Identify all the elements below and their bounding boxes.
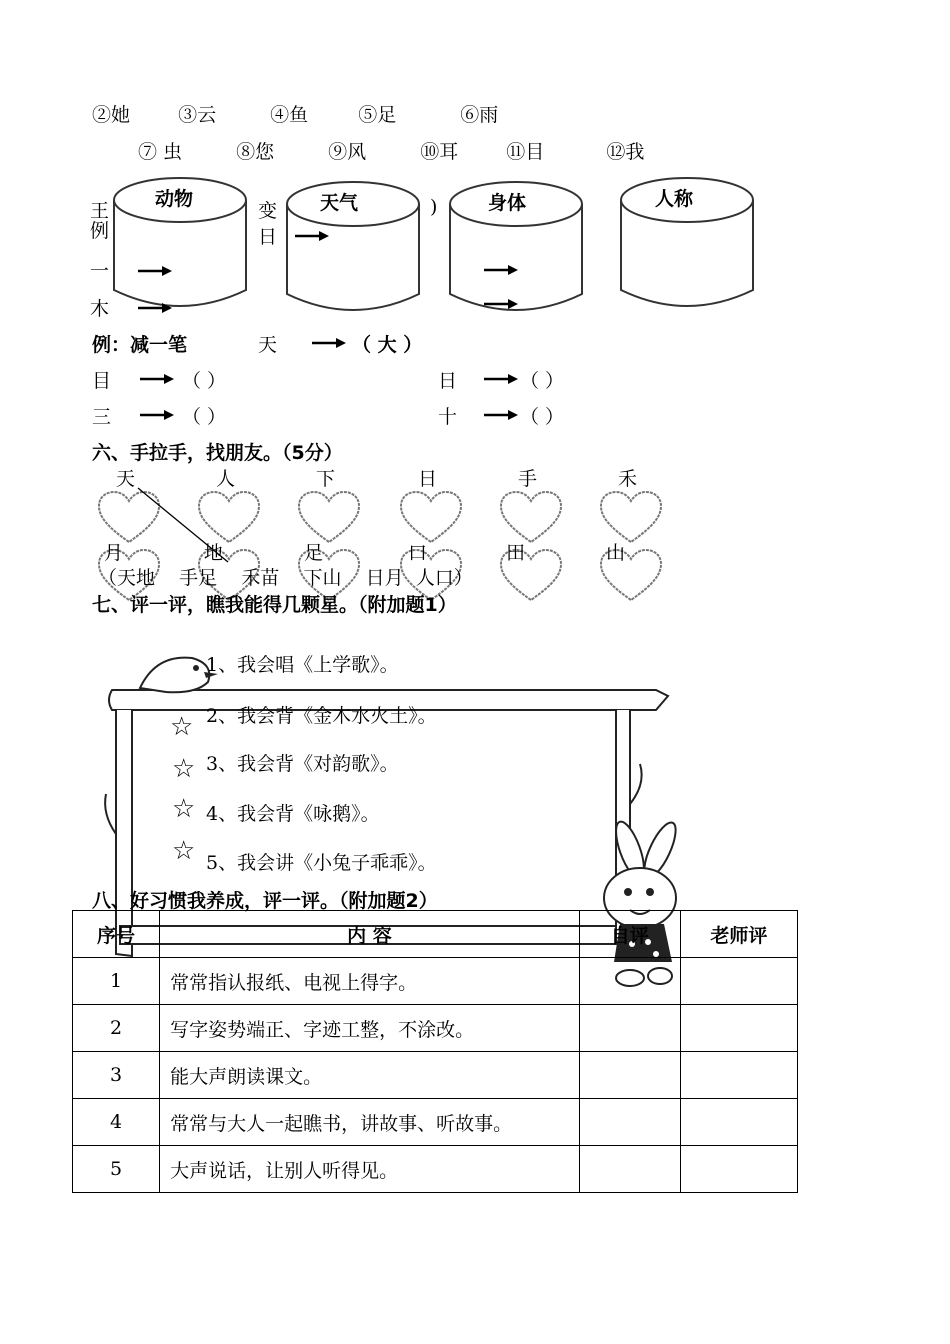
- col-header: 序号: [73, 911, 160, 958]
- example-char: 天: [258, 334, 278, 356]
- example-label: 例：减一笔: [92, 334, 188, 356]
- teacher-rating-cell[interactable]: [680, 958, 797, 1005]
- answer-blank[interactable]: （ ）: [182, 370, 227, 392]
- table-row: [73, 1099, 798, 1146]
- stroke-item-char: 日: [438, 370, 458, 392]
- arrow-icon: [484, 265, 518, 275]
- section-7-title: 七、评一评，瞧我能得几颗星。（附加题1）: [92, 594, 457, 616]
- bottom-char: 田: [506, 542, 526, 564]
- skill-item: 2、我会背《金木水火土》。: [206, 705, 437, 727]
- row-content: 能大声朗读课文。: [160, 1052, 580, 1099]
- skill-item: 1、我会唱《上学歌》。: [206, 654, 399, 676]
- self-rating-cell[interactable]: [579, 1005, 680, 1052]
- arrow-icon: [484, 374, 518, 384]
- self-rating-cell[interactable]: [579, 1052, 680, 1099]
- table-row: [73, 1146, 798, 1193]
- row-content: 写字姿势端正、字迹工整，不涂改。: [160, 1005, 580, 1052]
- self-rating-cell[interactable]: [579, 1146, 680, 1193]
- char-item: ⑥雨: [460, 104, 499, 126]
- skill-item: 5、我会讲《小兔子乖乖》。: [206, 852, 437, 874]
- arrow-icon: [484, 410, 518, 420]
- char-list-row-1: [92, 100, 498, 127]
- skill-item: 3、我会背《对韵歌》。: [206, 753, 399, 775]
- bottom-char: 山: [606, 542, 626, 564]
- star-icon[interactable]: ☆: [170, 712, 194, 742]
- arrow-icon: [138, 303, 172, 313]
- top-char: 日: [418, 468, 438, 490]
- table-row: [73, 1052, 798, 1099]
- row-content: 常常指认报纸、电视上得字。: [160, 958, 580, 1005]
- char-item: ⑧您: [236, 141, 275, 163]
- obscured-paren: ): [430, 196, 438, 218]
- bottom-char: 足: [304, 542, 324, 564]
- bottom-char: 月: [104, 542, 124, 564]
- top-char: 手: [518, 468, 538, 490]
- star-icon[interactable]: ☆: [172, 754, 196, 784]
- self-rating-cell[interactable]: [579, 958, 680, 1005]
- bottom-char: 口: [408, 542, 428, 564]
- section-8-title: 八、好习惯我养成，评一评。（附加题2）: [92, 890, 438, 912]
- row-number: 3: [73, 1052, 160, 1099]
- obscured-text: [90, 196, 109, 324]
- top-char: 人: [216, 468, 236, 490]
- obscured-char: 变: [258, 200, 278, 222]
- example-answer: （ 大 ）: [352, 334, 423, 356]
- arrow-icon: [484, 299, 518, 309]
- top-char: 禾: [618, 468, 638, 490]
- col-header: 老师评: [680, 911, 797, 958]
- row-number: 2: [73, 1005, 160, 1052]
- arrow-icon: [140, 374, 174, 384]
- bottom-char: 地: [204, 542, 224, 564]
- char-item: ⑦ 虫: [138, 141, 183, 163]
- self-rating-cell[interactable]: [579, 1099, 680, 1146]
- stroke-item-char: 目: [92, 370, 112, 392]
- bucket-label: 人称: [655, 188, 694, 210]
- answer-blank[interactable]: （ ）: [182, 406, 227, 428]
- row-number: 5: [73, 1146, 160, 1193]
- char-item: ⑫我: [606, 141, 645, 163]
- answer-blank[interactable]: （ ）: [520, 370, 565, 392]
- arrow-icon: [312, 338, 346, 348]
- top-char: 天: [116, 468, 136, 490]
- row-content: 大声说话，让别人听得见。: [160, 1146, 580, 1193]
- table-row: [73, 958, 798, 1005]
- obscured-char: 王: [90, 200, 110, 222]
- table-row: [73, 1005, 798, 1052]
- obscured-char: 日: [258, 226, 278, 248]
- stroke-item-char: 三: [92, 406, 112, 428]
- bucket-label: 动物: [155, 188, 194, 210]
- row-content: 常常与大人一起瞧书，讲故事、听故事。: [160, 1099, 580, 1146]
- char-item: ②她: [92, 104, 131, 126]
- char-item: ⑪目: [506, 141, 545, 163]
- col-header: 自评: [579, 911, 680, 958]
- char-item: ③云: [178, 104, 217, 126]
- teacher-rating-cell[interactable]: [680, 1146, 797, 1193]
- habit-table: [72, 910, 798, 1193]
- bucket-label: 天气: [320, 192, 359, 214]
- teacher-rating-cell[interactable]: [680, 1052, 797, 1099]
- section-6-title: 六、手拉手，找朋友。（5分）: [92, 442, 343, 464]
- arrow-icon: [138, 266, 172, 276]
- row-number: 4: [73, 1099, 160, 1146]
- obscured-char: 木: [90, 298, 110, 320]
- char-list-row-2: [138, 137, 644, 164]
- arrow-icon: [295, 231, 329, 241]
- table-header-row: [73, 911, 798, 958]
- answer-blank[interactable]: （ ）: [520, 406, 565, 428]
- char-item: ⑨风: [328, 141, 367, 163]
- teacher-rating-cell[interactable]: [680, 1005, 797, 1052]
- answer-hints: （天地 手足 禾苗 下山 日月 人口）: [98, 567, 473, 589]
- stroke-item-char: 十: [438, 406, 458, 428]
- obscured-char: 一: [90, 260, 110, 282]
- star-icon[interactable]: ☆: [172, 836, 196, 866]
- col-header: 内 容: [160, 911, 580, 958]
- char-item: ⑤足: [358, 104, 397, 126]
- top-char: 下: [316, 468, 336, 490]
- arrow-icon: [140, 410, 174, 420]
- teacher-rating-cell[interactable]: [680, 1099, 797, 1146]
- row-number: 1: [73, 958, 160, 1005]
- bucket-label: 身体: [488, 192, 527, 214]
- char-item: ④鱼: [270, 104, 309, 126]
- char-item: ⑩耳: [420, 141, 459, 163]
- obscured-char: 例: [90, 220, 110, 242]
- star-icon[interactable]: ☆: [172, 794, 196, 824]
- skill-item: 4、我会背《咏鹅》。: [206, 803, 380, 825]
